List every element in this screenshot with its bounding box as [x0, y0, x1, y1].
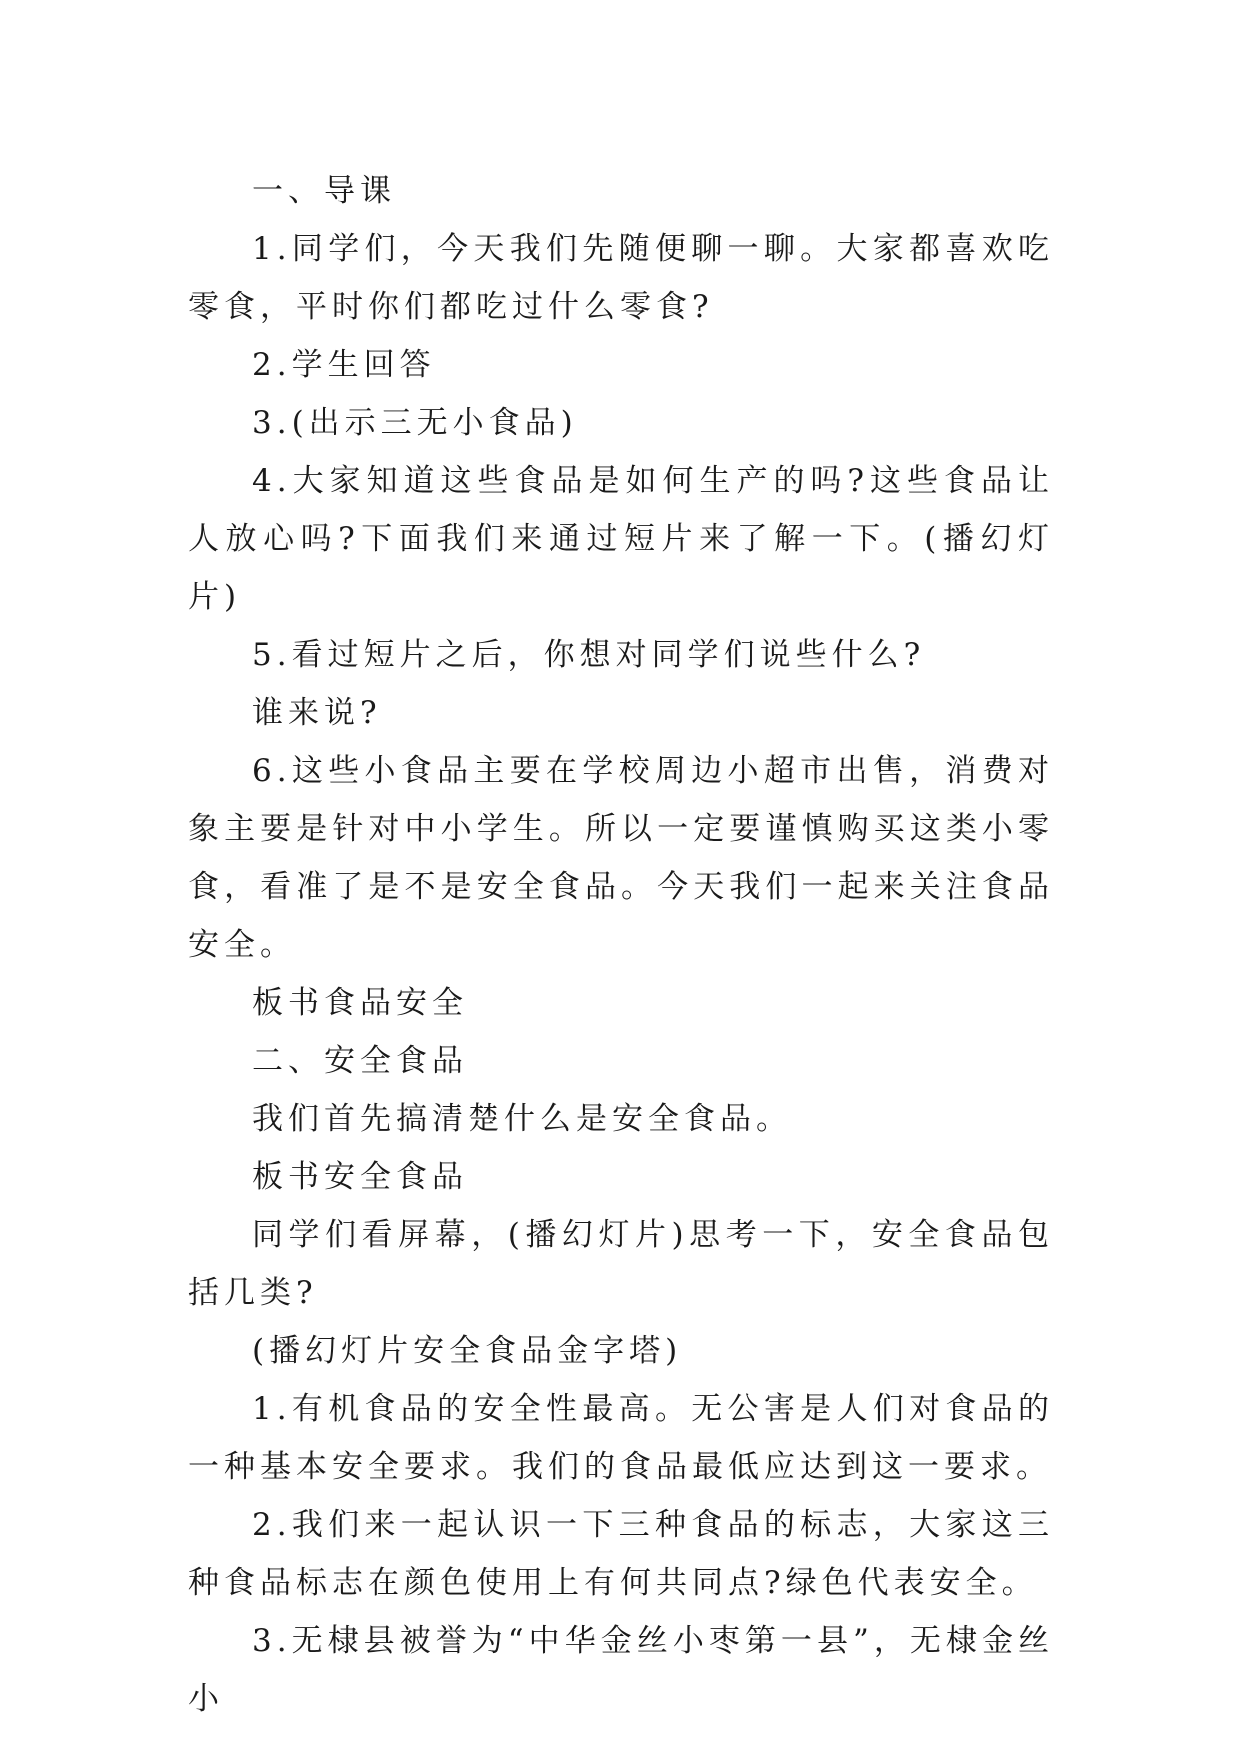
paragraph: 1.有机食品的安全性最高。无公害是人们对食品的一种基本安全要求。我们的食品最低应达到这一要求。 — [188, 1391, 1054, 1485]
paragraph: (播幻灯片安全食品金字塔) — [252, 1333, 683, 1369]
section-heading-intro: 一、导课 — [252, 173, 396, 209]
paragraph: 5.看过短片之后，你想对同学们说些什么? — [252, 637, 926, 673]
paragraph: 板书食品安全 — [252, 985, 468, 1021]
paragraph: 3.(出示三无小食品) — [252, 405, 578, 441]
paragraph: 谁来说? — [252, 695, 382, 731]
document-body — [188, 162, 1054, 1728]
paragraph: 2.学生回答 — [252, 347, 436, 383]
paragraph: 板书安全食品 — [252, 1159, 468, 1195]
paragraph: 我们首先搞清楚什么是安全食品。 — [252, 1101, 792, 1137]
paragraph: 4.大家知道这些食品是如何生产的吗?这些食品让人放心吗?下面我们来通过短片来了解一下。(播幻灯片) — [188, 463, 1054, 615]
paragraph: 同学们看屏幕，(播幻灯片)思考一下，安全食品包括几类? — [188, 1217, 1054, 1311]
paragraph: 2.我们来一起认识一下三种食品的标志，大家这三种食品标志在颜色使用上有何共同点?绿色代表安全。 — [188, 1507, 1054, 1601]
paragraph: 6.这些小食品主要在学校周边小超市出售，消费对象主要是针对中小学生。所以一定要谨慎购买这类小零食，看准了是不是安全食品。今天我们一起来关注食品安全。 — [188, 753, 1054, 963]
paragraph: 3.无棣县被誉为“中华金丝小枣第一县”，无棣金丝小 — [188, 1623, 1054, 1717]
paragraph: 1.同学们，今天我们先随便聊一聊。大家都喜欢吃零食，平时你们都吃过什么零食? — [188, 231, 1054, 325]
section-heading-safe-food: 二、安全食品 — [252, 1043, 468, 1079]
